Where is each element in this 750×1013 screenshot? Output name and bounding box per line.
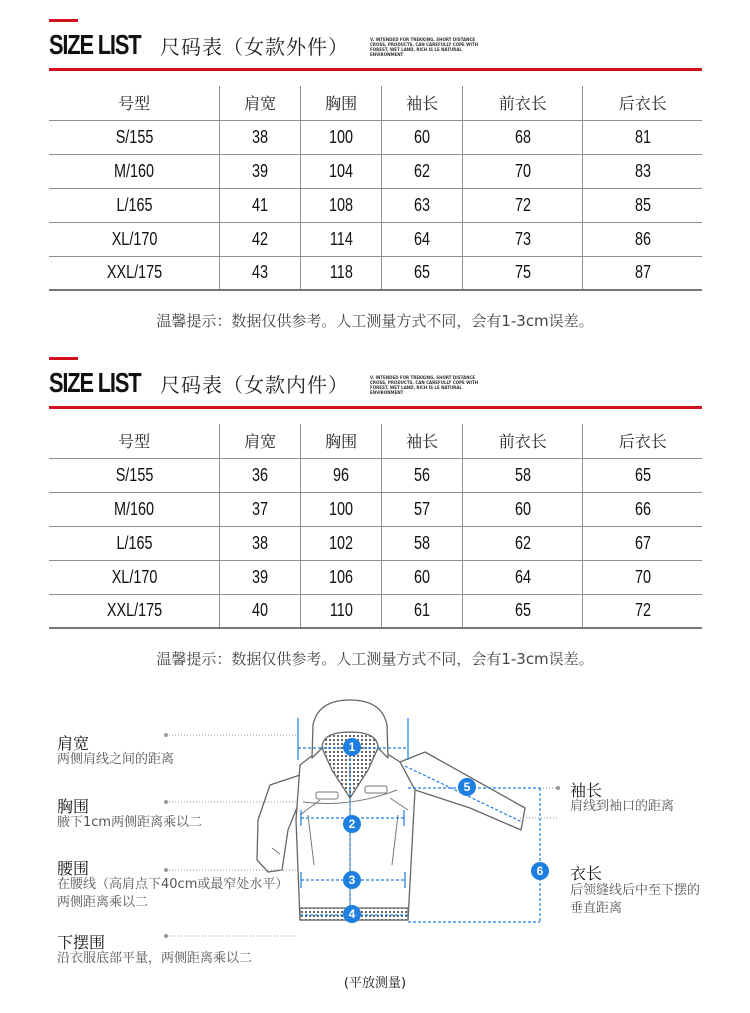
table-cell: 62 <box>463 526 583 560</box>
marker-3 <box>343 871 361 889</box>
table-cell: 63 <box>382 188 463 222</box>
table-cell: M/160 <box>49 492 220 526</box>
table-cell: M/160 <box>49 154 220 188</box>
table-cell: 40 <box>220 594 301 628</box>
header-accent-bar <box>49 19 78 22</box>
size-list-title: SIZE LIST <box>49 367 141 398</box>
table-cell: 60 <box>463 492 583 526</box>
table-cell: S/155 <box>49 120 220 154</box>
column-header: 肩宽 <box>220 424 301 458</box>
table-cell: 86 <box>583 222 702 256</box>
table-cell: 87 <box>583 256 702 290</box>
table-cell: 60 <box>382 120 463 154</box>
table-cell: 108 <box>301 188 382 222</box>
table-cell: 65 <box>463 594 583 628</box>
column-header: 前衣长 <box>463 86 583 120</box>
table-cell: 56 <box>382 458 463 492</box>
table-cell: 73 <box>463 222 583 256</box>
svg-text:1: 1 <box>348 740 356 754</box>
table-cell: 41 <box>220 188 301 222</box>
marker-4 <box>343 905 361 923</box>
table-row <box>49 120 702 154</box>
table-row <box>49 492 702 526</box>
table-cell: 102 <box>301 526 382 560</box>
table-cell: 66 <box>583 492 702 526</box>
sleeve-length-desc: 肩线到袖口的距离 <box>570 799 675 814</box>
marker-5 <box>458 778 476 796</box>
marker-2 <box>343 815 361 833</box>
column-header: 后衣长 <box>583 86 702 120</box>
table-cell: 100 <box>301 120 382 154</box>
header-accent-bar <box>49 357 78 360</box>
shoulder-width-title: 肩宽 <box>57 734 90 753</box>
table-cell: 72 <box>463 188 583 222</box>
marker-1 <box>343 738 361 756</box>
table-cell: 37 <box>220 492 301 526</box>
measurement-note: 温馨提示：数据仅供参考。人工测量方式不同，会有1-3cm误差。 <box>156 650 594 668</box>
hem-title: 下摆围 <box>57 933 106 952</box>
table-header-row <box>49 86 702 120</box>
column-header: 号型 <box>49 86 220 120</box>
table-cell: 83 <box>583 154 702 188</box>
header-rule <box>49 406 702 409</box>
svg-text:3: 3 <box>348 873 356 887</box>
table-row <box>49 222 702 256</box>
table-row <box>49 560 702 594</box>
table-cell: 60 <box>382 560 463 594</box>
header-rule <box>49 68 702 71</box>
table-row <box>49 526 702 560</box>
column-header: 前衣长 <box>463 424 583 458</box>
column-header: 后衣长 <box>583 424 702 458</box>
table-cell: 72 <box>583 594 702 628</box>
sleeve-length-title: 袖长 <box>570 781 603 800</box>
table-cell: 96 <box>301 458 382 492</box>
table-cell: 39 <box>220 560 301 594</box>
table-cell: 58 <box>463 458 583 492</box>
column-header: 号型 <box>49 424 220 458</box>
chest-title: 胸围 <box>57 797 90 816</box>
table-cell: 39 <box>220 154 301 188</box>
table-cell: 75 <box>463 256 583 290</box>
column-header: 袖长 <box>382 424 463 458</box>
table-cell: 104 <box>301 154 382 188</box>
table-cell: 42 <box>220 222 301 256</box>
shoulder-width-desc: 两侧肩线之间的距离 <box>57 752 175 767</box>
table-cell: 81 <box>583 120 702 154</box>
table-cell: 114 <box>301 222 382 256</box>
table-cell: 70 <box>463 154 583 188</box>
table-cell: 100 <box>301 492 382 526</box>
table-cell: 36 <box>220 458 301 492</box>
svg-text:4: 4 <box>348 907 356 921</box>
body-length-title: 衣长 <box>570 864 603 883</box>
table-cell: 67 <box>583 526 702 560</box>
column-header: 袖长 <box>382 86 463 120</box>
body-length-desc: 后领缝线后中至下摆的垂直距离 <box>570 883 701 916</box>
table-cell: 106 <box>301 560 382 594</box>
waist-desc: 在腰线（高肩点下40cm或最窄处水平）两侧距离乘以二 <box>57 877 282 910</box>
table-cell: 110 <box>301 594 382 628</box>
table-cell: 58 <box>382 526 463 560</box>
table-cell: 70 <box>583 560 702 594</box>
chest-desc: 腋下1cm两侧距离乘以二 <box>57 815 203 830</box>
size-table <box>49 424 702 629</box>
svg-text:5: 5 <box>463 780 471 794</box>
table-cell: 65 <box>382 256 463 290</box>
table-cell: 64 <box>463 560 583 594</box>
column-header: 胸围 <box>301 424 382 458</box>
table-header-row <box>49 424 702 458</box>
table-cell: 118 <box>301 256 382 290</box>
marker-6 <box>531 862 549 880</box>
svg-text:6: 6 <box>536 864 544 878</box>
size-table <box>49 86 702 291</box>
table-row <box>49 188 702 222</box>
table-cell: 38 <box>220 120 301 154</box>
waist-title: 腰围 <box>57 859 90 878</box>
hem-desc: 沿衣服底部平量，两侧距离乘以二 <box>57 951 253 966</box>
diagram-caption: (平放测量) <box>343 976 407 991</box>
table-cell: XXL/175 <box>49 594 220 628</box>
table-cell: 57 <box>382 492 463 526</box>
table-cell: 61 <box>382 594 463 628</box>
column-header: 肩宽 <box>220 86 301 120</box>
table-cell: 38 <box>220 526 301 560</box>
table-cell: 65 <box>583 458 702 492</box>
fine-print: V. INTENDED FOR TREKKING, SHORT DISTANCE CROSS, PRODUCTS, CAN CAREFULLY COPE WITH FOREST, WET LAND, RICH IS LE NATURAL ENVIRONMENT <box>370 375 479 395</box>
table-row <box>49 256 702 290</box>
column-header: 胸围 <box>301 86 382 120</box>
measurement-diagram <box>0 690 750 1013</box>
table-row <box>49 458 702 492</box>
table-row <box>49 594 702 628</box>
table-cell: XL/170 <box>49 222 220 256</box>
table-cell: 68 <box>463 120 583 154</box>
table-cell: S/155 <box>49 458 220 492</box>
table-row <box>49 154 702 188</box>
size-table-subtitle: 尺码表（女款外件） <box>160 35 349 59</box>
table-cell: XL/170 <box>49 560 220 594</box>
table-cell: 64 <box>382 222 463 256</box>
table-cell: L/165 <box>49 188 220 222</box>
table-cell: 62 <box>382 154 463 188</box>
size-table-subtitle: 尺码表（女款内件） <box>160 373 349 397</box>
size-list-title: SIZE LIST <box>49 29 141 60</box>
table-cell: 85 <box>583 188 702 222</box>
measurement-note: 温馨提示：数据仅供参考。人工测量方式不同，会有1-3cm误差。 <box>156 312 594 330</box>
table-cell: L/165 <box>49 526 220 560</box>
svg-text:2: 2 <box>348 817 356 831</box>
fine-print: V. INTENDED FOR TREKKING, SHORT DISTANCE CROSS, PRODUCTS, CAN CAREFULLY COPE WITH FOREST, WET LAND, RICH IS LE NATURAL ENVIRONMENT <box>370 37 479 57</box>
table-cell: XXL/175 <box>49 256 220 290</box>
table-cell: 43 <box>220 256 301 290</box>
